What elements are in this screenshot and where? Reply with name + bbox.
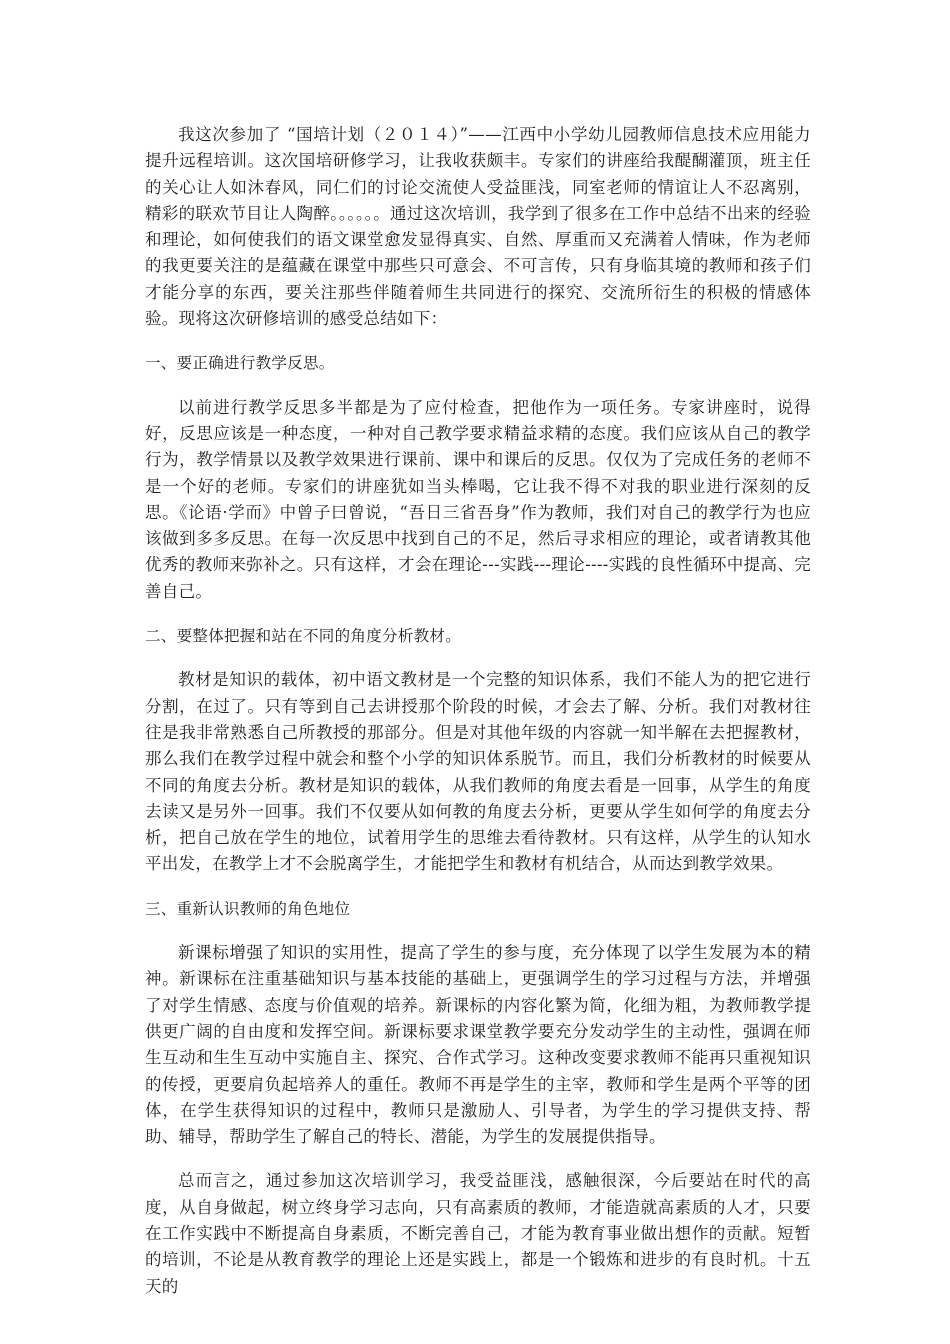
section-heading-1: 一、要正确进行教学反思。 (145, 354, 335, 373)
section-paragraph-2: 教材是知识的载体，初中语文教材是一个完整的知识体系，我们不能人为的把它进行分割，在过了。只有等到自己去讲授那个阶段的时候，才会去了解、分析。我们对教材往往是我非常熟悉自己所教授的那部分。但是对其他年级的内容就一知半解在去把握教材，那么我们在教学过程中就会和整个小学的知识体系脱节。而且，我们分析教材的时候要从不同的角度去分析。教材是知识的载体，从我们教师的角度去看是一回事，从学生的角度去读又是另外一回事。我们不仅要从如何教的角度去分析，更要从学生如何学的角度去分析，把自己放在学生的地位，试着用学生的思维去看待教材。只有这样，从学生的认知水平出发，在教学上才不会脱离学生，才能把学生和教材有机结合，从而达到教学效果。 (145, 670, 811, 874)
conclusion-paragraph: 总而言之，通过参加这次培训学习，我受益匪浅，感触很深，今后要站在时代的高度，从自身做起，树立终身学习志向，只有高素质的教师，才能造就高素质的人才，只要在工作实践中不断提高自身素质，不断完善自己，才能为教育事业做出想作的贡献。短暂的培训，不论是从教育教学的理论上还是实践上，都是一个锻炼和进步的有良时机。十五天的 (145, 1171, 811, 1296)
document-body (145, 122, 811, 1318)
section-heading-3: 三、重新认识教师的角色地位 (145, 899, 351, 918)
intro-paragraph: 我这次参加了 “国培计划（２０１４）”——江西中小学幼儿园教师信息技术应用能力提升远程培训。这次国培研修学习，让我收获颇丰。专家们的讲座给我醍醐灌顶，班主任的关心让人如沐春风，同仁们的讨论交流使人受益匪浅，同室老师的情谊让人不忍离别，精彩的联欢节目让人陶醉。。。。。。通过这次培训，我学到了很多在工作中总结不出来的经验和理论，如何使我们的语文课堂愈发显得真实、自然、厚重而又充满着人情味，作为老师的我更要关注的是蕴藏在课堂中那些只可意会、不可言传，只有身临其境的教师和孩子们才能分享的东西，要关注那些伴随着师生共同进行的探究、交流所衍生的积极的情感体验。现将这次研修培训的感受总结如下： (145, 125, 811, 329)
section-paragraph-1: 以前进行教学反思多半都是为了应付检查，把他作为一项任务。专家讲座时，说得好，反思应该是一种态度，一种对自己教学要求精益求精的态度。我们应该从自己的教学行为，教学情景以及教学效果进行课前、课中和课后的反思。仅仅为了完成任务的老师不是一个好的老师。专家们的讲座犹如当头棒喝，它让我不得不对我的职业进行深刻的反思。《论语·学而》中曾子曰曾说，“吾日三省吾身”作为教师，我们对自己的教学行为也应该做到多多反思。在每一次反思中找到自己的不足，然后寻求相应的理论，或者请教其他优秀的教师来弥补之。只有这样，才会在理论---实践---理论----实践的良性循环中提高、完善自己。 (145, 397, 811, 601)
section-paragraph-3: 新课标增强了知识的实用性，提高了学生的参与度，充分体现了以学生发展为本的精神。新课标在注重基础知识与基本技能的基础上，更强调学生的学习过程与方法，并增强了对学生情感、态度与价值观的培养。新课标的内容化繁为简，化细为粗，为教师教学提供更广阔的自由度和发挥空间。新课标要求课堂教学要充分发动学生的主动性，强调在师生互动和生生互动中实施自主、探究、合作式学习。这种改变要求教师不能再只重视知识的传授，更要肩负起培养人的重任。教师不再是学生的主宰，教师和学生是两个平等的团体，在学生获得知识的过程中，教师只是激励人、引导者，为学生的学习提供支持、帮助、辅导，帮助学生了解自己的特长、潜能，为学生的发展提供指导。 (145, 943, 811, 1147)
section-heading-2: 二、要整体把握和站在不同的角度分析教材。 (145, 627, 462, 646)
